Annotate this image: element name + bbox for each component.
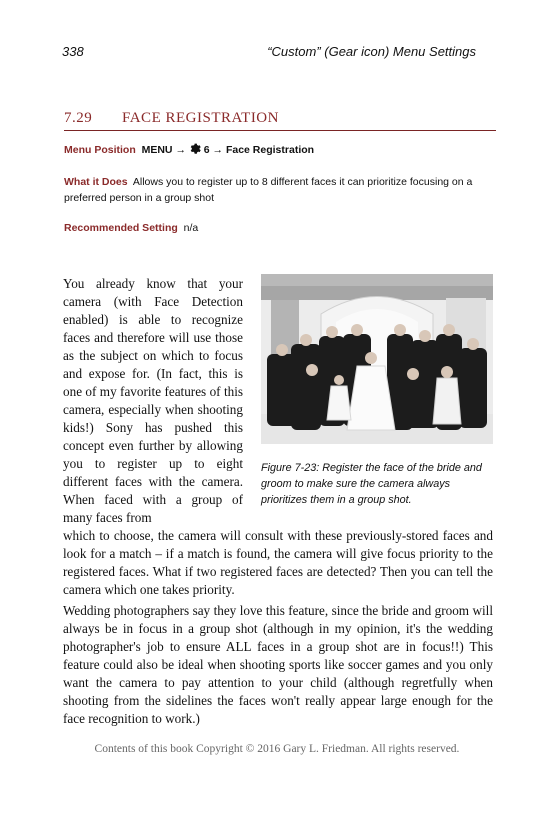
gear-icon [189,142,201,154]
recommended-value: n/a [183,222,199,234]
what-it-does-text: Allows you to register up to 8 different faces it can prioritize focusing on a preferred person in a group shot [64,176,473,204]
recommended-row [64,220,494,236]
what-it-does-label: What it Does [64,176,128,188]
menu-position-label: Menu Position [64,144,136,156]
running-title: “Custom” (Gear icon) Menu Settings [267,44,476,59]
section-title: FACE REGISTRATION [122,110,279,126]
body-column-text: You already know that your camera (with Face Detection enabled) is able to recognize faces and therefore will use those as the subject on which to focus and expose for. (In fact, this is one of my favorite features of this camera, especially when shooting kids!) Sony has pushed this concept even further by allowing you to register up to eight different faces with the camera. When faced with a group of many faces from [63,276,243,525]
section-number: 7.29 [64,110,93,126]
body-continuation: which to choose, the camera will consult with these previously-stored faces and look for a match – if a match is found, the camera will give focus priority to the registered faces. What if two registered faces are detected? Then you can tell the camera which one takes priority. [63,528,493,597]
section-heading [64,110,496,131]
page-number: 338 [62,44,84,59]
menu-position-row [64,142,494,158]
wedding-group-photo [261,274,493,444]
what-it-does-row [64,174,494,206]
figure-caption: Figure 7-23: Register the face of the bride and groom to make sure the camera always prioritizes them in a group shot. [261,462,482,506]
copyright-footer: Contents of this book Copyright © 2016 Gary L. Friedman. All rights reserved. [94,743,460,755]
menu-path-start: MENU [141,144,173,156]
recommended-label: Recommended Setting [64,222,178,234]
menu-path-end: 6 → Face Registration [203,144,315,156]
arrow-right-icon: → [175,144,186,156]
body-paragraph-2: Wedding photographers say they love this feature, since the bride and groom will always be in focus in a group shot (although in my opinion, it's the wedding photographer's job to ensure ALL faces in a group shot are in focus!!) This feature could also be ideal when shooting sports like soccer games and you only want the camera to pay attention to your child (although regretfully when shooting from the sidelines the faces won't really appear large enough for the face recognition to work.) [63,603,493,726]
